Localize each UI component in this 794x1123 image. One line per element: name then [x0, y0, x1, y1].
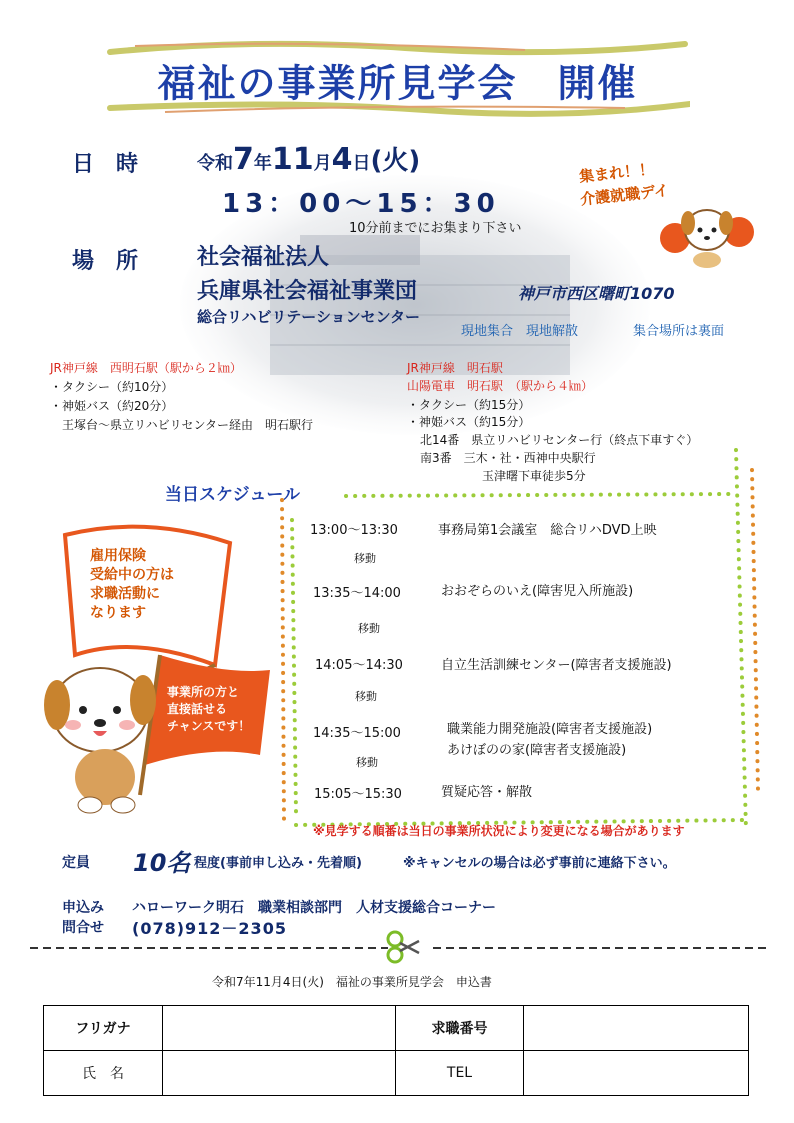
tel-label: TEL [396, 1051, 524, 1096]
badge-line1: 集まれ！！ [578, 160, 655, 186]
schedule-desc: 質疑応答・解散 [441, 785, 533, 800]
capacity-label: 定員 [62, 855, 90, 871]
title-banner [105, 34, 690, 118]
schedule-desc: 自立生活訓練センター(障害者支援施設) [441, 658, 672, 673]
schedule-heading: 当日スケジュール [165, 485, 300, 505]
move-label: 移動 [354, 552, 376, 565]
access-left-item: ・神姫バス（約20分） [50, 399, 174, 413]
schedule-desc: おおぞらのいえ(障害児入所施設) [441, 584, 634, 599]
schedule-time: 15:05～15:30 [314, 787, 402, 802]
furigana-field[interactable] [163, 1006, 396, 1051]
access-left-head: JR神戸線 西明石駅（駅から２㎞） [50, 361, 242, 375]
dotted-frame [276, 440, 776, 840]
schedule-time: 14:35～15:00 [313, 726, 401, 741]
name-field[interactable] [163, 1051, 396, 1096]
access-left-item: ・タクシー（約10分） [50, 380, 174, 394]
place-label: 場 所 [72, 249, 139, 274]
flag1-text: 雇用保険 受給中の方は 求職活動に なります [90, 548, 174, 621]
move-label: 移動 [356, 756, 378, 769]
meeting-note: 現地集合 現地解散 [461, 324, 579, 339]
access-right-item: 北14番 県立リハビリセンター行（終点下車すぐ） [420, 433, 699, 447]
access-right-item: 南3番 三木・社・西神中央駅行 [420, 451, 596, 465]
schedule-note: ※見学する順番は当日の事業所状況により変更になる場合があります [313, 824, 685, 838]
date-label: 日 時 [72, 152, 139, 177]
event-date: 令和7年11月4日(火) [197, 142, 421, 177]
place-line2: 兵庫県社会福祉事業団 [197, 279, 418, 304]
arrival-note: 10分前までにお集まり下さい [349, 221, 522, 236]
page-title: 福祉の事業所見学会 開催 [157, 61, 638, 106]
cheer-dog-icon [655, 190, 755, 270]
schedule-time: 14:05～14:30 [315, 658, 403, 673]
job-number-field[interactable] [524, 1006, 749, 1051]
apply-org: ハローワーク明石 職業相談部門 人材支援総合コーナー [132, 900, 496, 916]
flag2-text: 事業所の方と 直接話せる チャンスです！ [167, 685, 251, 733]
event-time: 13：00～15：30 [222, 189, 500, 219]
capacity-suffix: 程度(事前申し込み・先着順) [194, 856, 362, 871]
scissors-icon [385, 929, 421, 965]
place-line1: 社会福祉法人 [197, 245, 330, 270]
access-right-item: ・タクシー（約15分） [407, 398, 531, 412]
form-heading: 令和7年11月4日(火) 福祉の事業所見学会 申込書 [212, 975, 492, 989]
meeting-place-note: 集合場所は裏面 [633, 324, 725, 339]
job-number-label: 求職番号 [396, 1006, 524, 1051]
schedule-desc: 職業能力開発施設(障害者支援施設) [447, 722, 653, 737]
access-right-item: ・神姫バス（約15分） [407, 415, 531, 429]
apply-label: 申込み [62, 900, 104, 916]
move-label: 移動 [355, 690, 377, 703]
tel-field[interactable] [524, 1051, 749, 1096]
furigana-label: フリガナ [44, 1006, 163, 1051]
name-label: 氏 名 [44, 1051, 163, 1096]
capacity-value: 10名 [133, 849, 191, 877]
cancel-note: ※キャンセルの場合は必ず事前に連絡下さい。 [403, 856, 676, 871]
place-address: 神戸市西区曙町1070 [518, 284, 675, 303]
badge-line2: 介護就職デイ [579, 181, 670, 209]
apply-phone: (078)912－2305 [132, 919, 287, 938]
place-line3: 総合リハビリテーションセンター [197, 308, 421, 326]
schedule-desc2: あけぼのの家(障害者支援施設) [447, 743, 627, 758]
inquiry-label: 問合せ [62, 920, 104, 936]
application-form [43, 1005, 749, 1096]
schedule-time: 13:35～14:00 [313, 586, 401, 601]
access-left-item: 王塚台～県立リハビリセンター経由 明石駅行 [62, 418, 314, 432]
schedule-time: 13:00～13:30 [310, 523, 398, 538]
access-right-head1: JR神戸線 明石駅 [407, 361, 503, 375]
move-label: 移動 [358, 622, 380, 635]
access-right-item: 玉津曙下車徒歩5分 [482, 469, 586, 483]
dog-mascot-icon [35, 645, 290, 820]
access-right-head2: 山陽電車 明石駅 （駅から４㎞） [407, 379, 594, 393]
schedule-desc: 事務局第1会議室 総合リハDVD上映 [438, 523, 657, 538]
